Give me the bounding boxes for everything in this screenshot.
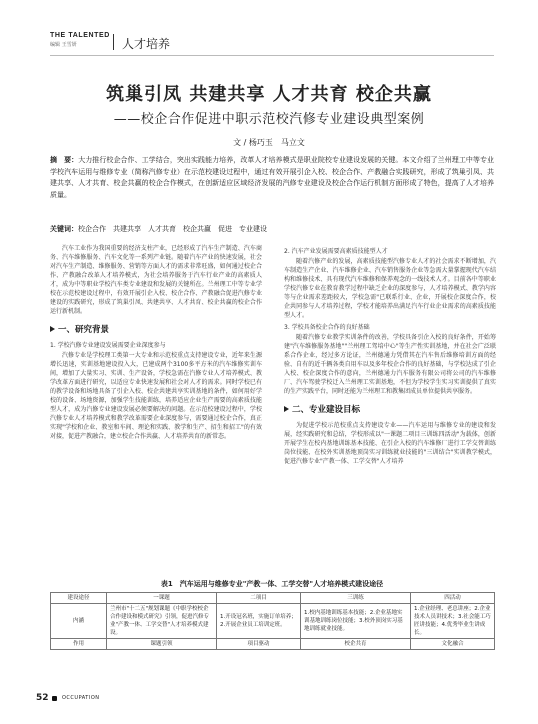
section-title: 人才培养: [122, 37, 171, 51]
table-cell: 课题引领: [107, 639, 217, 650]
header-divider: [113, 34, 114, 50]
magazine-english-name: THE TALENTED: [50, 32, 110, 39]
paragraph-1-1: 汽修专业是学校理工类第一大专业和示范校重点支持建设专业，近年来生源增长迅速，实训基地建设投入大，已建成两个3100多平方米的汽车维修实训车间，增加了大量实习、实训、生产设备，学校急需在汽修专业人才培养模式、教学改革方面进行研究，以适应专业快速发展和社会对人才的需求。同时学校已有的教学设备和场地具备了引企入校、校企共建共享实训基地的条件，如何用好学校的设备、场地资源，加强学生技能训练，培养适应企业生产需要的高素质技能型人才，成为汽修专业建设发展必须要解决的问题。在示范校建设过程中，学校汽修专业人才培养模式和教学改革需要企业深度参与，需要通过校企合作，真正实现"学校和企业、教室和车间、理论和实践、教学和生产、招生和招工"的有效对接，促进产教融合，建立校企合作共赢、人才培养共育的新常态。: [50, 352, 262, 440]
subheading-1-1: 1. 学校汽修专业建设发展需要企业深度参与: [50, 342, 166, 349]
table-cell: 文化融合: [411, 639, 495, 650]
paragraph-1-3: 随着汽修专业教学实训条件的改善，学校具备引企入校的良好条件，开始筹建"汽车维修服务基地""兰州理工驾培中心"等生产性实训基地，并在社会广泛联系合作企业，经过多方论证，兰州德通力凭借其在汽车售后维修培训方面的经验、自有的近千辆各类自用车以及多年校企合作的良好基础，与学校达成了引企入校、校企深度合作的意向，兰州德通力汽车服务有限公司将公司的汽车维修厂、汽车驾驶学校迁入兰州理工实训基地，不但为学校学生实习实训提供了真实的生产实践平台，同时还能为兰州理工和教集团成员单位提供共享服务。: [284, 334, 496, 395]
keywords: [50, 224, 494, 234]
editor-credit: 编辑 王雪妍: [50, 42, 77, 48]
table-header-row: [51, 593, 495, 604]
left-column: [50, 244, 262, 441]
abstract-text: 大力推行校企合作、工学结合，突出实践能力培养，改革人才培养模式是职业院校专业建设发展的关键。本文介绍了兰州理工中等专业学校汽车运用与维修专业（简称汽修专业）在示范校建设过程中，通过有效开展引企入校、校企合作、产教融合实践研究，形成了筑巢引凤、共建共享、人才共育、校企共赢的校企合作模式，在创新适应区域经济发展的汽修专业建设及校企合作运行机制方面形成了特色，提高了人才培养质量。: [50, 156, 495, 199]
abstract-label: 摘 要：: [50, 156, 79, 164]
table-cell: 1.开设冠名班，实施订单培养；2.开展企业员工培训定班。: [217, 604, 301, 639]
footer-magazine-name: OCCUPATION: [62, 695, 100, 701]
section-heading-2: 二、专业建设目标: [284, 406, 496, 415]
header-masthead: [50, 32, 110, 48]
intro-paragraph: 汽车工业作为我国重要的经济支柱产业，已经形成了汽车生产制造、汽车商务、汽车维修服务、汽车文化等一系列产业链。随着汽车产业的快速发展，社会对汽车生产制造、维修服务、营销等方面人才的需求非常旺盛，如何通过校企合作、产教融合改革人才培养模式，为社会培养服务于汽车行业产业的高素质人才，成为中等职业学校汽车类专业建设和发展的关键所在。兰州理工中等专业学校在示范校建设过程中，有效开展引企入校、校企合作、产教融合促进汽修专业建设的实践研究，形成了筑巢引凤、共建共享、人才共育、校企共赢的校企合作运行新机制。: [50, 245, 262, 315]
table-caption: 表1 汽车运用与维修专业"产教一体、工学交替"人才培养模式建设途径: [160, 580, 384, 588]
table-cell: 校企共育: [301, 639, 411, 650]
paragraph-1-2: 随着汽修产业的发展，高素质技能型汽修专业人才的社会需求不断增加，汽车制造生产企业、汽车维修企业、汽车销售服务企业等急需大量掌握现代汽车结构和维修技术、具有现代汽车维修和保养观念的一线技术人才。目前各中等职业学校汽修专业在教育教学过程中缺乏企业的深度参与，人才培养模式、教学内容等与企业需求差距较大，学校急需"已联系行业、企业，开展校企深度合作，校企共同参与人才培养过程，学校才能培养出满足汽车行业企业需求的高素质技能型人才。: [284, 258, 496, 319]
keywords-text: 校企合作 共建共享 人才共育 校企共赢 促进 专业建设: [78, 225, 267, 233]
table-cell: 1.企业经理、老总讲座；2.企业技术人员讲技术；3.社会能工巧匠讲技能；4.优秀毕业生讲成长。: [411, 604, 495, 639]
article-subtitle: ——校企合作促进中职示范校汽修专业建设典型案例: [113, 112, 425, 127]
table-cell: 兰州市"十二五"规划课题《中职学校校企合作建设和模式研究》引领，促进汽修专业"产教一体、工学交替"人才培养模式建设。: [107, 604, 217, 639]
article-title: 筑巢引凤 共建共享 人才共育 校企共赢: [106, 84, 432, 105]
right-column: [284, 244, 496, 466]
keywords-label: 关键词：: [50, 225, 78, 233]
table-header-cell: 一课题: [107, 593, 217, 604]
table-cell: 1.校内基地训练基本技能；2.企业基地实训基地训练岗位技能；3.校外顶岗实习基地训练就业技能。: [301, 604, 411, 639]
article-authors: 文 / 杨巧玉 马立文: [233, 138, 305, 147]
subheading-1-2: 2. 汽车产业发展需要高素质技能型人才: [284, 248, 388, 255]
subheading-1-3: 3. 学校具备校企合作的良好基础: [284, 324, 370, 331]
abstract: [50, 155, 494, 201]
paragraph-2: 为促进学校示范校重点支持建设专业——汽车运用与维修专业的建设和发展，经实践研究和总结，学校形成以"一课题二项目三训练四活动"为载体，创新开展学生在校内基地训练基本技能、在引企入校的汽车维修厂进行工学交替训练岗位技能、在校外实训基地顶岗实习训练就业技能的"三训结合"实训教学模式，促进汽修专业"产教一体、工学交替"人才培养: [284, 422, 496, 465]
section-heading-1: 一、研究背景: [50, 326, 262, 335]
row-label-cell: 内涵: [51, 604, 107, 639]
row-label-cell: 作用: [51, 639, 107, 650]
table-header-cell: 四活动: [411, 593, 495, 604]
table-header-cell: 二项目: [217, 593, 301, 604]
table-header-cell: 建设途径: [51, 593, 107, 604]
table-row: [51, 604, 495, 639]
page-number: 52: [36, 693, 49, 703]
table-header-cell: 三训练: [301, 593, 411, 604]
square-bullet-icon: [52, 696, 57, 701]
table-row: [51, 639, 495, 650]
pathway-table: [50, 592, 495, 650]
header-rule: [50, 55, 494, 56]
table-cell: 项目驱动: [217, 639, 301, 650]
